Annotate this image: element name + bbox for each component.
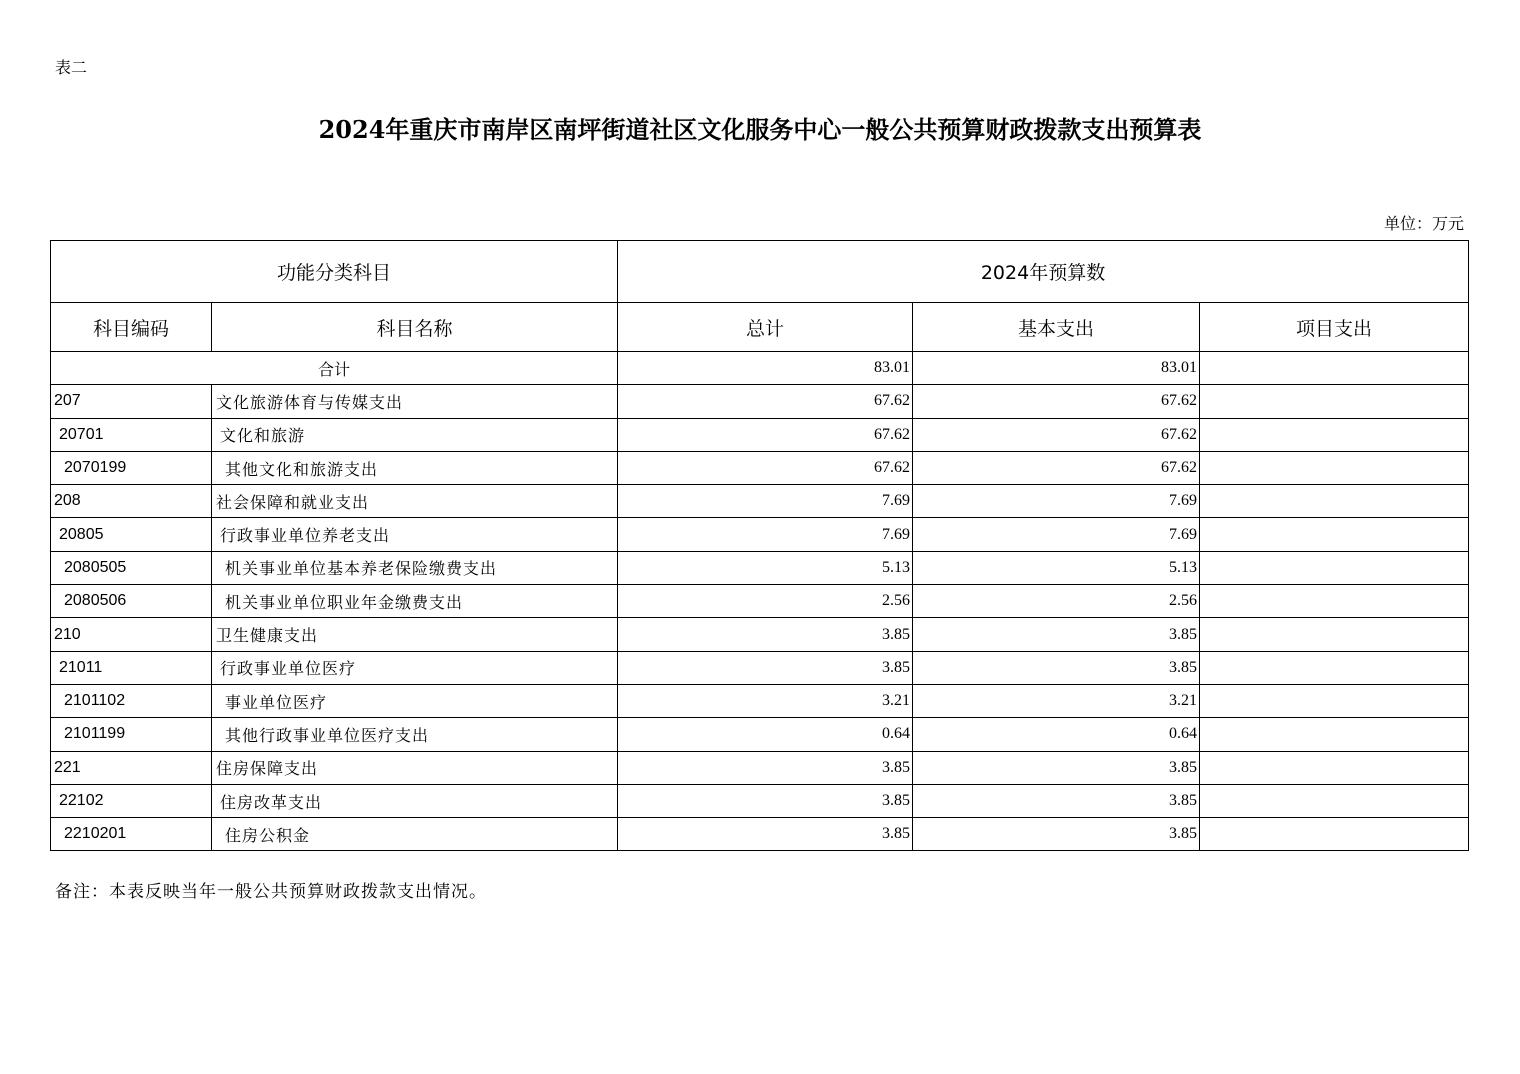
row-project xyxy=(1200,784,1469,817)
table-row xyxy=(51,585,1469,618)
table-row xyxy=(51,518,1469,551)
row-basic: 5.13 xyxy=(913,551,1200,584)
row-basic: 67.62 xyxy=(913,418,1200,451)
header-budget-2024: 2024年预算数 xyxy=(618,241,1469,303)
row-name: 其他文化和旅游支出 xyxy=(212,451,618,484)
row-total: 3.21 xyxy=(618,684,913,717)
row-total: 7.69 xyxy=(618,518,913,551)
row-code: 2080505 xyxy=(51,551,212,584)
total-basic: 83.01 xyxy=(913,352,1200,385)
row-name: 文化旅游体育与传媒支出 xyxy=(212,385,618,418)
row-basic: 3.85 xyxy=(913,618,1200,651)
row-name: 机关事业单位基本养老保险缴费支出 xyxy=(212,551,618,584)
table-row xyxy=(51,551,1469,584)
row-code: 210 xyxy=(51,618,212,651)
row-name: 住房保障支出 xyxy=(212,751,618,784)
row-basic: 7.69 xyxy=(913,485,1200,518)
row-project xyxy=(1200,485,1469,518)
row-name: 社会保障和就业支出 xyxy=(212,485,618,518)
header-total: 总计 xyxy=(618,303,913,352)
row-code: 2070199 xyxy=(51,451,212,484)
row-basic: 3.21 xyxy=(913,684,1200,717)
row-code: 2080506 xyxy=(51,585,212,618)
budget-table xyxy=(50,240,1469,851)
header-basic: 基本支出 xyxy=(913,303,1200,352)
row-project xyxy=(1200,551,1469,584)
row-basic: 2.56 xyxy=(913,585,1200,618)
table-row xyxy=(51,751,1469,784)
row-code: 20701 xyxy=(51,418,212,451)
row-name: 住房改革支出 xyxy=(212,784,618,817)
row-total: 3.85 xyxy=(618,818,913,851)
table-row xyxy=(51,485,1469,518)
row-name: 机关事业单位职业年金缴费支出 xyxy=(212,585,618,618)
table-row xyxy=(51,684,1469,717)
row-name: 行政事业单位医疗 xyxy=(212,651,618,684)
row-code: 207 xyxy=(51,385,212,418)
table-label: 表二 xyxy=(55,58,88,77)
row-project xyxy=(1200,451,1469,484)
row-basic: 3.85 xyxy=(913,818,1200,851)
header-function-classification: 功能分类科目 xyxy=(51,241,618,303)
total-project xyxy=(1200,352,1469,385)
table-row xyxy=(51,818,1469,851)
row-basic: 3.85 xyxy=(913,751,1200,784)
row-project xyxy=(1200,684,1469,717)
row-code: 20805 xyxy=(51,518,212,551)
row-code: 2101102 xyxy=(51,684,212,717)
row-project xyxy=(1200,818,1469,851)
row-basic: 3.85 xyxy=(913,784,1200,817)
row-basic: 0.64 xyxy=(913,718,1200,751)
page-title: 2024年重庆市南岸区南坪街道社区文化服务中心一般公共预算财政拨款支出预算表 xyxy=(318,115,1202,144)
row-project xyxy=(1200,618,1469,651)
row-project xyxy=(1200,385,1469,418)
header-row-group xyxy=(51,241,1469,303)
table-row xyxy=(51,451,1469,484)
row-code: 221 xyxy=(51,751,212,784)
row-project xyxy=(1200,651,1469,684)
row-total: 0.64 xyxy=(618,718,913,751)
table-row xyxy=(51,385,1469,418)
row-code: 2101199 xyxy=(51,718,212,751)
row-code: 22102 xyxy=(51,784,212,817)
row-project xyxy=(1200,751,1469,784)
row-total: 3.85 xyxy=(618,651,913,684)
table-row xyxy=(51,418,1469,451)
table-row xyxy=(51,651,1469,684)
row-name: 事业单位医疗 xyxy=(212,684,618,717)
row-name: 其他行政事业单位医疗支出 xyxy=(212,718,618,751)
row-basic: 67.62 xyxy=(913,385,1200,418)
header-row-columns xyxy=(51,303,1469,352)
row-name: 住房公积金 xyxy=(212,818,618,851)
row-total: 3.85 xyxy=(618,751,913,784)
row-total: 67.62 xyxy=(618,385,913,418)
row-code: 21011 xyxy=(51,651,212,684)
row-project xyxy=(1200,585,1469,618)
row-basic: 3.85 xyxy=(913,651,1200,684)
header-code: 科目编码 xyxy=(51,303,212,352)
row-name: 行政事业单位养老支出 xyxy=(212,518,618,551)
header-project: 项目支出 xyxy=(1200,303,1469,352)
row-project xyxy=(1200,718,1469,751)
table-row xyxy=(51,718,1469,751)
row-total: 3.85 xyxy=(618,618,913,651)
row-basic: 7.69 xyxy=(913,518,1200,551)
row-name: 卫生健康支出 xyxy=(212,618,618,651)
unit-label: 单位：万元 xyxy=(1383,214,1464,233)
row-name: 文化和旅游 xyxy=(212,418,618,451)
row-code: 2210201 xyxy=(51,818,212,851)
row-total: 67.62 xyxy=(618,418,913,451)
header-name: 科目名称 xyxy=(212,303,618,352)
row-code: 208 xyxy=(51,485,212,518)
row-basic: 67.62 xyxy=(913,451,1200,484)
row-total: 7.69 xyxy=(618,485,913,518)
total-amount: 83.01 xyxy=(618,352,913,385)
table-row xyxy=(51,618,1469,651)
total-row xyxy=(51,352,1469,385)
row-total: 5.13 xyxy=(618,551,913,584)
row-total: 67.62 xyxy=(618,451,913,484)
row-project xyxy=(1200,518,1469,551)
total-label: 合计 xyxy=(51,352,618,385)
table-row xyxy=(51,784,1469,817)
row-total: 3.85 xyxy=(618,784,913,817)
row-total: 2.56 xyxy=(618,585,913,618)
row-project xyxy=(1200,418,1469,451)
footnote: 备注：本表反映当年一般公共预算财政拨款支出情况。 xyxy=(55,882,487,902)
